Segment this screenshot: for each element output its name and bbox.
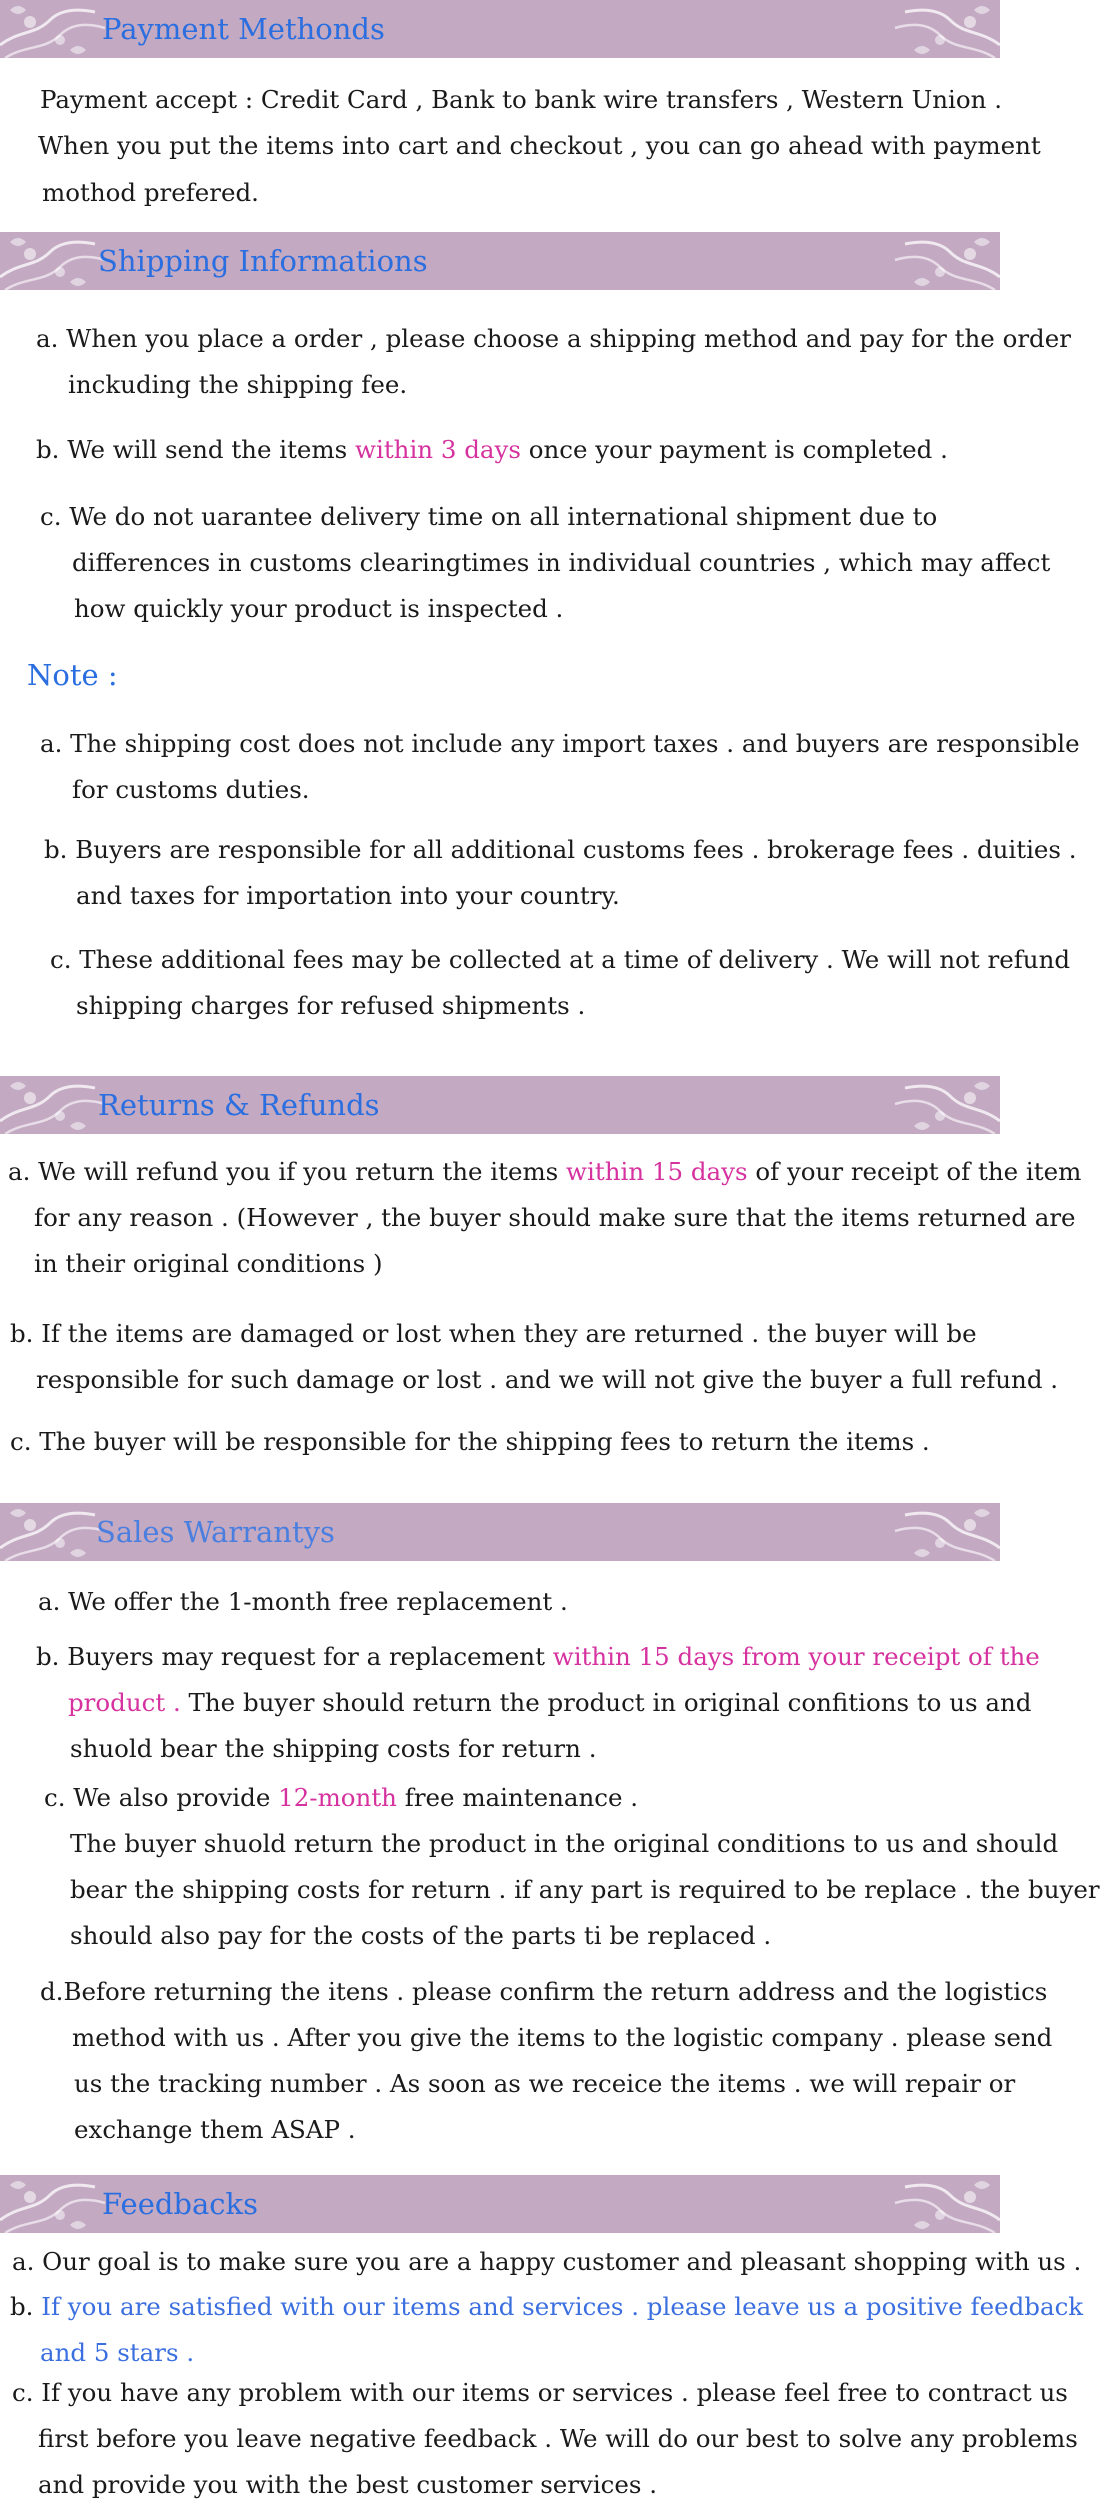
note-b-line-2: and taxes for importation into your country. [76,881,620,910]
feedbacks-a-line: a. Our goal is to make sure you are a happy customer and pleasant shopping with us . [12,2247,1082,2276]
warranty-c-line-4: should also pay for the costs of the parts ti be replaced . [70,1921,772,1950]
feedbacks-b-label: b. [10,2292,42,2321]
note-b-line-1: b. Buyers are responsible for all additional customs fees . brokerage fees . duities . [44,835,1077,864]
warranty-b-text-2: The buyer should return the product in original confitions to us and [180,1688,1032,1717]
returns-a-line-2: for any reason . (However , the buyer should make sure that the items returned are [34,1203,1076,1232]
warranty-d-line-4: exchange them ASAP . [74,2115,356,2144]
returns-title: Returns & Refunds [98,1088,380,1122]
returns-a-line-1 [8,1157,1082,1186]
feedbacks-b-line-1 [10,2292,1084,2321]
warranty-b-text: b. Buyers may request for a replacement [36,1642,553,1671]
shipping-b-line [36,435,948,464]
note-c-line-2: shipping charges for refused shipments . [76,991,586,1020]
feedbacks-title: Feedbacks [102,2187,258,2221]
flourish-left-icon [0,232,110,290]
returns-a-line-3: in their original conditions ) [34,1249,383,1278]
returns-a-highlight: within 15 days [566,1157,748,1186]
warranty-b-highlight: within 15 days from your receipt of the [552,1642,1040,1671]
flourish-right-icon [890,0,1000,58]
shipping-banner [0,232,1000,290]
shipping-c-line-3: how quickly your product is inspected . [74,594,564,623]
shipping-b-highlight: within 3 days [355,435,521,464]
payment-line-1: Payment accept : Credit Card , Bank to bank wire transfers , Western Union . [40,85,1002,114]
payment-title: Payment Methonds [102,12,385,46]
flourish-left-icon [0,1503,110,1561]
warranty-c-line-2: The buyer shuold return the product in the original conditions to us and should [70,1829,1059,1858]
warranty-c-line-1 [44,1783,639,1812]
flourish-left-icon [0,0,110,58]
feedbacks-c-line-3: and provide you with the best customer services . [38,2470,658,2499]
feedbacks-banner [0,2175,1000,2233]
warranty-b-line-2 [68,1688,1032,1717]
flourish-right-icon [890,2175,1000,2233]
warranty-d-line-1: d.Before returning the itens . please confirm the return address and the logistics [40,1977,1048,2006]
payment-banner [0,0,1000,58]
payment-line-2: When you put the items into cart and checkout , you can go ahead with payment [38,131,1041,160]
feedbacks-b-line-2: and 5 stars . [40,2338,195,2367]
returns-a-text: a. We will refund you if you return the items [8,1157,567,1186]
returns-b-line-2: responsible for such damage or lost . and we will not give the buyer a full refund . [36,1365,1059,1394]
warranty-a-line: a. We offer the 1-month free replacement . [38,1587,568,1616]
note-a-line-2: for customs duties. [72,775,310,804]
warranty-b-line-3: shuold bear the shipping costs for return . [70,1734,597,1763]
feedbacks-c-line-2: first before you leave negative feedback . We will do our best to solve any problems [38,2424,1078,2453]
note-a-line-1: a. The shipping cost does not include any import taxes . and buyers are responsible [40,729,1080,758]
returns-b-line-1: b. If the items are damaged or lost when they are returned . the buyer will be [10,1319,977,1348]
warranty-d-line-3: us the tracking number . As soon as we receice the items . we will repair or [74,2069,1016,2098]
warranty-d-line-2: method with us . After you give the items to the logistic company . please send [72,2023,1053,2052]
warranty-b-highlight-2: product . [68,1688,181,1717]
returns-c-line-1: c. The buyer will be responsible for the shipping fees to return the items . [10,1427,930,1456]
returns-banner [0,1076,1000,1134]
feedbacks-c-line-1: c. If you have any problem with our items or services . please feel free to contract us [12,2378,1068,2407]
shipping-c-line-1: c. We do not uarantee delivery time on all international shipment due to [40,502,938,531]
warranty-c-highlight: 12-month [278,1783,397,1812]
feedbacks-b-highlight: If you are satisfied with our items and services . please leave us a positive feedback [41,2292,1084,2321]
warranty-title: Sales Warrantys [96,1515,335,1549]
flourish-right-icon [890,232,1000,290]
warranty-c-line-3: bear the shipping costs for return . if any part is required to be replace . the buyer [70,1875,1100,1904]
warranty-c-text-end: free maintenance . [396,1783,639,1812]
note-c-line-1: c. These additional fees may be collected at a time of delivery . We will not refund [50,945,1071,974]
flourish-right-icon [890,1076,1000,1134]
shipping-c-line-2: differences in customs clearingtimes in individual countries , which may affect [72,548,1051,577]
warranty-banner [0,1503,1000,1561]
flourish-right-icon [890,1503,1000,1561]
note-title: Note : [27,658,118,692]
shipping-title: Shipping Informations [98,244,428,278]
flourish-left-icon [0,2175,110,2233]
shipping-b-text: b. We will send the items [36,435,356,464]
shipping-a-line-2: inckuding the shipping fee. [68,370,408,399]
returns-a-text-end: of your receipt of the item [747,1157,1082,1186]
warranty-c-text: c. We also provide [44,1783,279,1812]
warranty-b-line-1 [36,1642,1040,1671]
shipping-a-line-1: a. When you place a order , please choose a shipping method and pay for the order [36,324,1071,353]
payment-line-3: mothod prefered. [42,178,259,207]
shipping-b-text-end: once your payment is completed . [520,435,948,464]
flourish-left-icon [0,1076,110,1134]
